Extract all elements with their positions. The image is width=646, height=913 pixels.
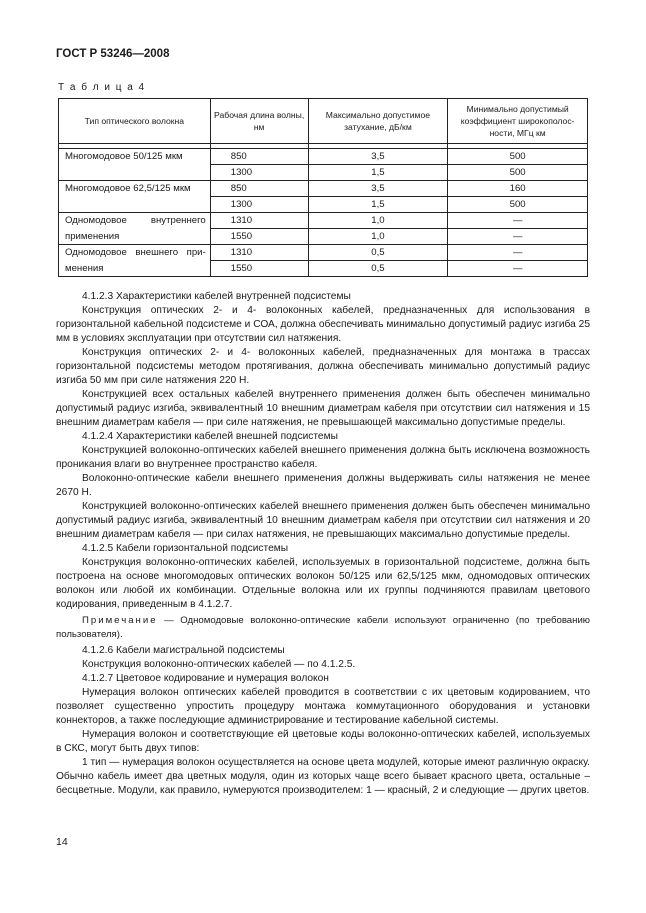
cell-attenuation: 0,5	[308, 245, 448, 261]
cell-attenuation: 1,5	[308, 197, 448, 213]
cell-wavelength: 1310	[210, 245, 308, 261]
paragraph: Конструкцией волоконно-оптических кабелей внешнего применения должен быть обеспечен минимально допустимый радиус изгиба, эквивалентный 10 внешним диаметрам кабеля при отсутствии сил натяжения и 20 внешним диаметрам кабеля — при силах натяжения, не превышающих максимально допустимые пределы.	[56, 501, 590, 540]
body-text	[56, 290, 590, 798]
paragraph: Конструкция волоконно-оптических кабелей, используемых в горизонтальной подсистеме, должна быть построена на основе многомодовых оптических волокон 50/125 или 62,5/125 мкм, одномодовых оптических волокон или любой их комбинации. Отдельные волокна или их группы подчиняются правилам цветового кодирования, приведенным в 4.1.2.7.	[56, 557, 590, 610]
cell-bandwidth: —	[448, 245, 588, 261]
document-header: ГОСТ Р 53246—2008	[56, 48, 170, 60]
cell-fibre: Многомодовое 50/125 мкм	[59, 149, 211, 165]
cell-fibre: Одномодовое внешнего при-	[59, 245, 211, 261]
column-header-wavelength: Рабочая длина волны, нм	[210, 99, 308, 144]
paragraph: 1 тип — нумерация волокон осуществляется на основе цвета модулей, которые имеют различную окраску. Обычно кабель имеет два цветных модуля, один из которых чаще всего бывает красного цвета, остальные – бесцветные. Модули, как правило, нумеруются производителем: 1 — красный, 2 и следующие — других цветов.	[56, 757, 590, 796]
cell-fibre: менения	[59, 261, 211, 277]
cell-bandwidth: —	[448, 261, 588, 277]
paragraph: Конструкция оптических 2- и 4- волоконных кабелей, предназначенных для использования в горизонтальной кабельной подсистеме и СОА, должна обеспечивать минимально допустимый радиус изгиба 25 мм в условиях эксплуатации при отсутствии сил натяжения.	[56, 305, 590, 344]
table-row	[59, 165, 588, 181]
cell-wavelength: 1310	[210, 213, 308, 229]
page-number: 14	[56, 836, 68, 848]
note-text: — Одномодовые волоконно-оптические кабели используют ограниченно (по требованию пользователя).	[56, 615, 590, 640]
cell-wavelength: 850	[210, 181, 308, 197]
section-heading-4-1-2-7: 4.1.2.7 Цветовое кодирование и нумерация волокон	[82, 673, 329, 684]
section-heading-4-1-2-4: 4.1.2.4 Характеристики кабелей внешней подсистемы	[82, 431, 338, 442]
section-heading-4-1-2-6: 4.1.2.6 Кабели магистральной подсистемы	[82, 645, 285, 656]
table-row	[59, 197, 588, 213]
cell-attenuation: 3,5	[308, 149, 448, 165]
cell-wavelength: 850	[210, 149, 308, 165]
section-heading-4-1-2-5: 4.1.2.5 Кабели горизонтальной подсистемы	[82, 543, 289, 554]
cell-attenuation: 1,0	[308, 229, 448, 245]
cell-fibre: Одномодовое внутреннего	[59, 213, 211, 229]
table-row	[59, 149, 588, 165]
table-caption: Т а б л и ц а 4	[58, 82, 146, 93]
cell-wavelength: 1300	[210, 165, 308, 181]
table-row	[59, 229, 588, 245]
cell-bandwidth: 160	[448, 181, 588, 197]
cell-wavelength: 1550	[210, 261, 308, 277]
cell-fibre	[59, 197, 211, 213]
cell-bandwidth: —	[448, 229, 588, 245]
paragraph: Нумерация волокон и соответствующие ей цветовые коды волоконно-оптических кабелей, используемых в СКС, могут быть двух типов:	[56, 729, 590, 754]
cell-fibre: Многомодовое 62,5/125 мкм	[59, 181, 211, 197]
cell-bandwidth: 500	[448, 149, 588, 165]
table-row	[59, 213, 588, 229]
paragraph: Волоконно-оптические кабели внешнего применения должны выдерживать силы натяжения не менее 2670 Н.	[56, 473, 590, 498]
table-row	[59, 181, 588, 197]
cell-bandwidth: 500	[448, 197, 588, 213]
paragraph: Конструкция оптических 2- и 4- волоконных кабелей, предназначенных для монтажа в трассах горизонтальной подсистемы методом протягивания, должна обеспечивать минимально допустимый радиус изгиба 50 мм при силе натяжения 220 Н.	[56, 347, 590, 386]
paragraph: Нумерация волокон оптических кабелей проводится в соответствии с их цветовым кодированием, что позволяет существенно упростить процедуру монтажа коммутационного оборудования и установки коннекторов, а также последующие администрирование и тестирование кабельной системы.	[56, 687, 590, 726]
cell-attenuation: 0,5	[308, 261, 448, 277]
cell-bandwidth: —	[448, 213, 588, 229]
section-heading-4-1-2-3: 4.1.2.3 Характеристики кабелей внутренней подсистемы	[82, 291, 351, 302]
paragraph: Конструкция волоконно-оптических кабелей — по 4.1.2.5.	[82, 659, 356, 670]
cell-attenuation: 1,5	[308, 165, 448, 181]
table-header-row	[59, 99, 588, 144]
note	[56, 614, 590, 642]
fibre-spec-table	[58, 98, 588, 277]
table-row	[59, 261, 588, 277]
note-label: Примечание	[82, 615, 158, 626]
paragraph: Конструкцией всех остальных кабелей внутреннего применения должен быть обеспечен минимально допустимый радиус изгиба, эквивалентный 10 внешним диаметрам кабеля при отсутствии сил натяжения и 15 внешним диаметрам кабеля — при силе натяжения, не превышающей максимально допустимые пределы.	[56, 389, 590, 428]
table-row	[59, 245, 588, 261]
cell-attenuation: 1,0	[308, 213, 448, 229]
paragraph: Конструкцией волоконно-оптических кабелей внешнего применения должна быть исключена возможность проникания влаги во внутреннее пространство кабеля.	[56, 445, 590, 470]
cell-bandwidth: 500	[448, 165, 588, 181]
column-header-bandwidth: Минимально допустимый коэффициент широкополос- ности, МГц км	[448, 99, 588, 144]
cell-fibre	[59, 165, 211, 181]
cell-wavelength: 1300	[210, 197, 308, 213]
cell-attenuation: 3,5	[308, 181, 448, 197]
column-header-fibre-type: Тип оптического волокна	[59, 99, 211, 144]
cell-wavelength: 1550	[210, 229, 308, 245]
column-header-attenuation: Максимально допустимое затухание, дБ/км	[308, 99, 448, 144]
cell-fibre: применения	[59, 229, 211, 245]
